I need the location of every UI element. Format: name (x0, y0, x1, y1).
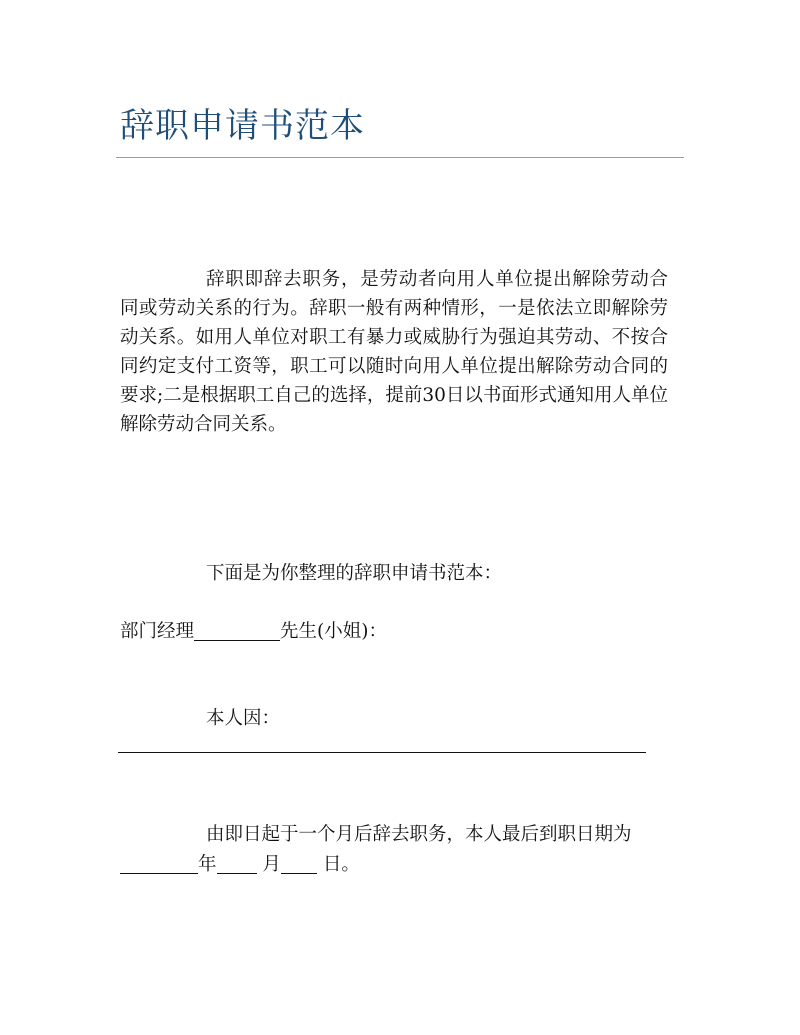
reason-blank-line (118, 752, 646, 753)
last-day-date-row (120, 850, 668, 879)
day-label: 日。 (322, 854, 360, 875)
salutation-line (120, 617, 668, 646)
reason-label: 本人因： (206, 708, 281, 729)
day-blank (281, 853, 317, 874)
resign-paragraph: 由即日起于一个月后辞去职务，本人最后到职日期为 (206, 824, 632, 845)
manager-name-blank (194, 620, 280, 641)
month-blank (217, 853, 257, 874)
lead-paragraph: 下面是为你整理的辞职申请书范本： (206, 563, 503, 584)
year-blank (120, 853, 198, 874)
month-label: 月 (262, 854, 281, 875)
year-label: 年 (198, 854, 217, 875)
salutation-prefix: 部门经理 (120, 621, 195, 642)
title-divider (116, 157, 684, 158)
salutation-suffix: 先生(小姐)： (280, 621, 387, 642)
document-title: 辞职申请书范本 (120, 106, 365, 146)
intro-paragraph: 辞职即辞去职务，是劳动者向用人单位提出解除劳动合同或劳动关系的行为。辞职一般有两种情形，一是依法立即解除劳动关系。如用人单位对职工有暴力或威胁行为强迫其劳动、不按合同约定支付工资等，职工可以随时向用人单位提出解除劳动合同的要求;二是根据职工自己的选择，提前30日以书面形式通知用人单位解除劳动合同关系。 (120, 269, 668, 435)
